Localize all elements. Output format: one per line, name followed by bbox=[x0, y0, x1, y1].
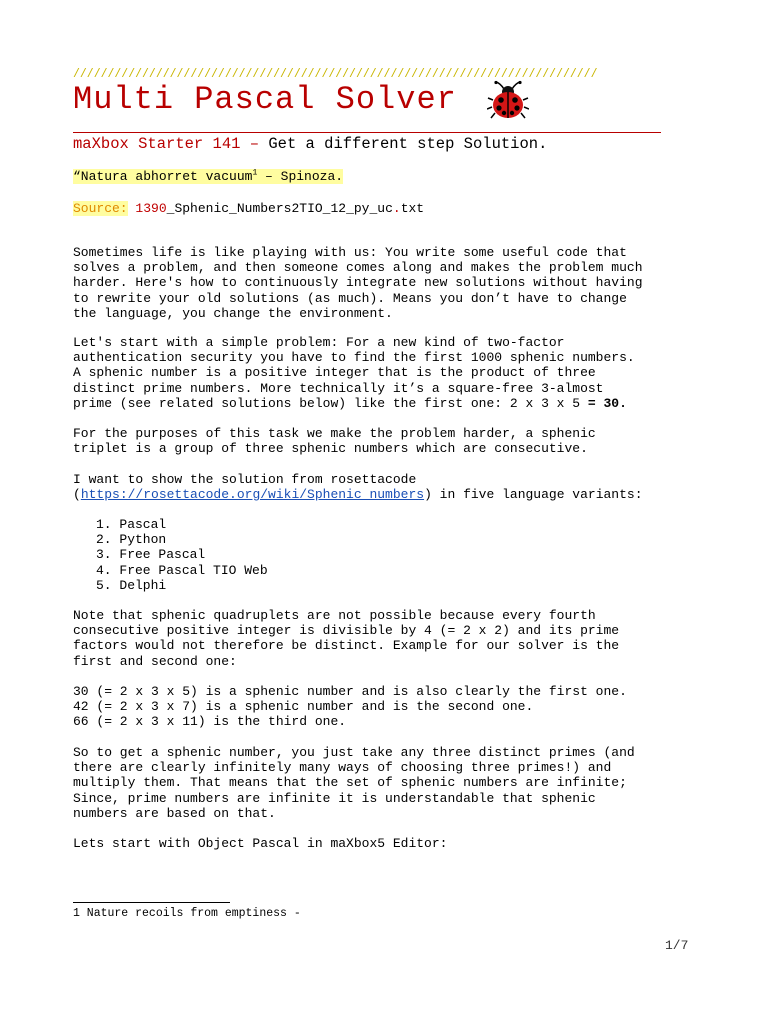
document-title: Multi Pascal Solver bbox=[73, 81, 457, 118]
paragraph-start: Lets start with Object Pascal in maXbox5 Editor: bbox=[73, 836, 448, 851]
list-item: 3. Free Pascal bbox=[96, 547, 206, 563]
paren-open: ( bbox=[73, 487, 81, 503]
list-item: 5. Delphi bbox=[96, 577, 167, 593]
source-file: _Sphenic_Numbers2TIO_12_py_uc bbox=[166, 201, 393, 216]
page-number: 1/7 bbox=[665, 938, 689, 953]
list-item: 2. Python bbox=[96, 532, 167, 548]
subtitle-series: maXbox Starter 141 bbox=[73, 135, 241, 153]
source-line bbox=[73, 201, 424, 216]
paragraph-examples: 30 (= 2 x 3 x 5) is a sphenic number and is also clearly the first one. 42 (= 2 x 3 x 7) is a sphenic number and is the second one. 66 (= 2 x 3 x 11) is the third one. bbox=[73, 684, 627, 730]
header-slash-rule: //////////////////////////////////////////////////////////////////////////// bbox=[73, 68, 598, 81]
footnote: 1 Nature recoils from emptiness - bbox=[73, 907, 301, 920]
paragraph-intro: Sometimes life is like playing with us: You write some useful code that solves a problem, and then someone comes along and makes the problem much harder. Here's how to continuously integrate new solutions without having to rewrite your old solutions (as much). Means you don’t have to change the language, you change the environment. bbox=[73, 245, 643, 321]
source-number: 1390 bbox=[135, 201, 167, 216]
source-ext: txt bbox=[400, 201, 425, 216]
paragraph-rosetta bbox=[73, 472, 643, 502]
source-dot: . bbox=[392, 201, 401, 216]
paragraph-triplet: For the purposes of this task we make the problem harder, a sphenic triplet is a group of three sphenic numbers which are consecutive. bbox=[73, 426, 596, 457]
title-underline bbox=[73, 118, 661, 133]
subtitle-dash: – bbox=[240, 135, 269, 153]
footnote-divider bbox=[73, 902, 230, 903]
list-item: 4. Free Pascal TIO Web bbox=[96, 562, 268, 578]
paragraph-problem-result: = 30. bbox=[587, 395, 627, 411]
ladybug-icon bbox=[487, 80, 529, 120]
subtitle-text: Get a different step Solution. bbox=[268, 135, 548, 153]
paragraph-infinite: So to get a sphenic number, you just take any three distinct primes (and there are clearly infinitely many ways of choosing three primes!) and multiply them. That means that the set of sphenic numbers are infinite; Since, prime numbers are infinite it is understandable that sphenic numbers are based on that. bbox=[73, 745, 635, 821]
source-label: Source: bbox=[73, 201, 128, 216]
epigraph-quote bbox=[73, 169, 343, 184]
paragraph-rosetta-line1: I want to show the solution from rosettacode bbox=[73, 472, 417, 487]
quote-text: “Natura abhorret vacuum bbox=[73, 169, 253, 185]
footnote-ref[interactable]: 1 bbox=[252, 169, 258, 178]
paragraph-quadruplets: Note that sphenic quadruplets are not possible because every fourth consecutive positive integer is divisible by 4 (= 2 x 2) and its prime factors would not therefore be distinct. Example for our solver is the first and second one: bbox=[73, 608, 620, 669]
paragraph-problem bbox=[73, 335, 635, 411]
language-list bbox=[96, 517, 268, 593]
rosettacode-link[interactable]: https://rosettacode.org/wiki/Sphenic_numbers bbox=[80, 487, 425, 503]
list-item: 1. Pascal bbox=[96, 517, 167, 532]
subtitle bbox=[73, 135, 547, 153]
paragraph-problem-text: Let's start with a simple problem: For a new kind of two-factor authentication security you have to find the first 1000 sphenic numbers. A sphenic number is a positive integer that is the product of three distinct prime numbers. More technically it’s a square-free 3-almost prime (see related solutions below) like the first one: 2 x 3 x 5 bbox=[73, 335, 635, 411]
quote-author: – Spinoza. bbox=[257, 169, 344, 185]
paragraph-rosetta-rest: ) in five language variants: bbox=[424, 487, 643, 503]
